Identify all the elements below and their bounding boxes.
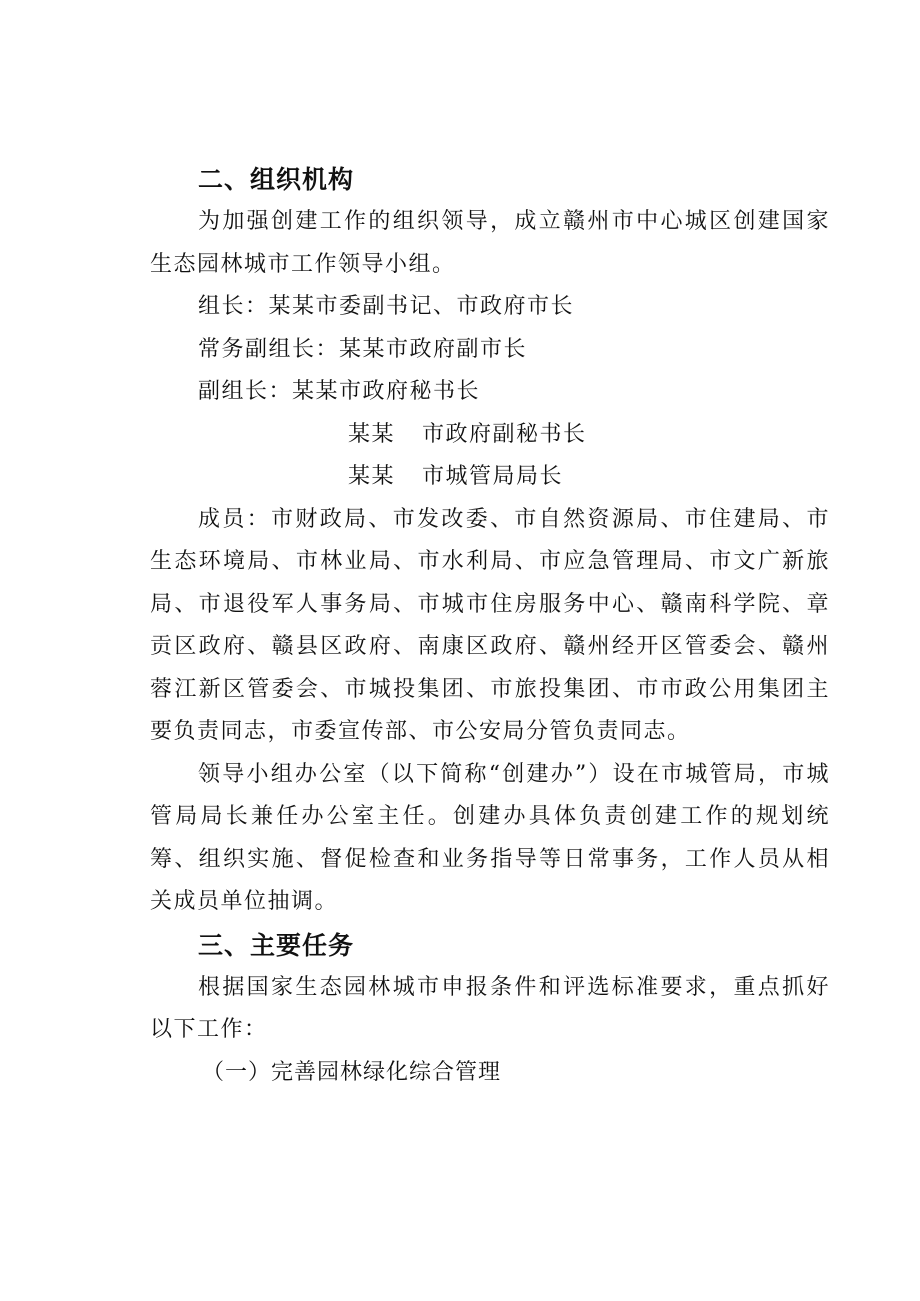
section-heading-organization: 二、组织机构 <box>198 165 355 194</box>
deputy-title: 市政府副秘书长 <box>422 421 587 447</box>
section-heading-tasks: 三、主要任务 <box>198 930 355 960</box>
deputy-entry <box>150 456 830 499</box>
org-intro-paragraph: 为加强创建工作的组织领导，成立赣州市中心城区创建国家生态园林城市工作领导小组。 <box>150 209 830 277</box>
members-paragraph: 成员：市财政局、市发改委、市自然资源局、市住建局、市生态环境局、市林业局、市水利局、市应急管理局、市文广新旅局、市退役军人事务局、市城市住房服务中心、赣南科学院、章贡区政府、赣县区政府、南康区政府、赣州经开区管委会、赣州蓉江新区管委会、市城投集团、市旅投集团、市市政公用集团主要负责同志，市委宣传部、市公安局分管负责同志。 <box>150 506 830 744</box>
deputy-entry <box>150 414 830 457</box>
deputy-title: 市城管局局长 <box>422 464 564 489</box>
subsection-heading: （一）完善园林绿化综合管理 <box>202 1059 502 1085</box>
deputy-name: 某某 <box>348 421 396 447</box>
leader-line: 组长：某某市委副书记、市政府市长 <box>198 294 575 319</box>
office-paragraph: 领导小组办公室（以下简称“创建办”）设在市城管局，市城管局局长兼任办公室主任。创建办具体负责创建工作的规划统筹、组织实施、督促检查和业务指导等日常事务，工作人员从相关成员单位抽调。 <box>150 761 830 914</box>
tasks-intro-paragraph: 根据国家生态园林城市申报条件和评选标准要求，重点抓好以下工作： <box>150 974 830 1042</box>
deputy-name: 某某 <box>348 464 396 489</box>
executive-deputy-line: 常务副组长：某某市政府副市长 <box>198 336 528 362</box>
deputy-leader-line: 副组长：某某市政府秘书长 <box>198 379 481 404</box>
document-page <box>150 158 830 1094</box>
